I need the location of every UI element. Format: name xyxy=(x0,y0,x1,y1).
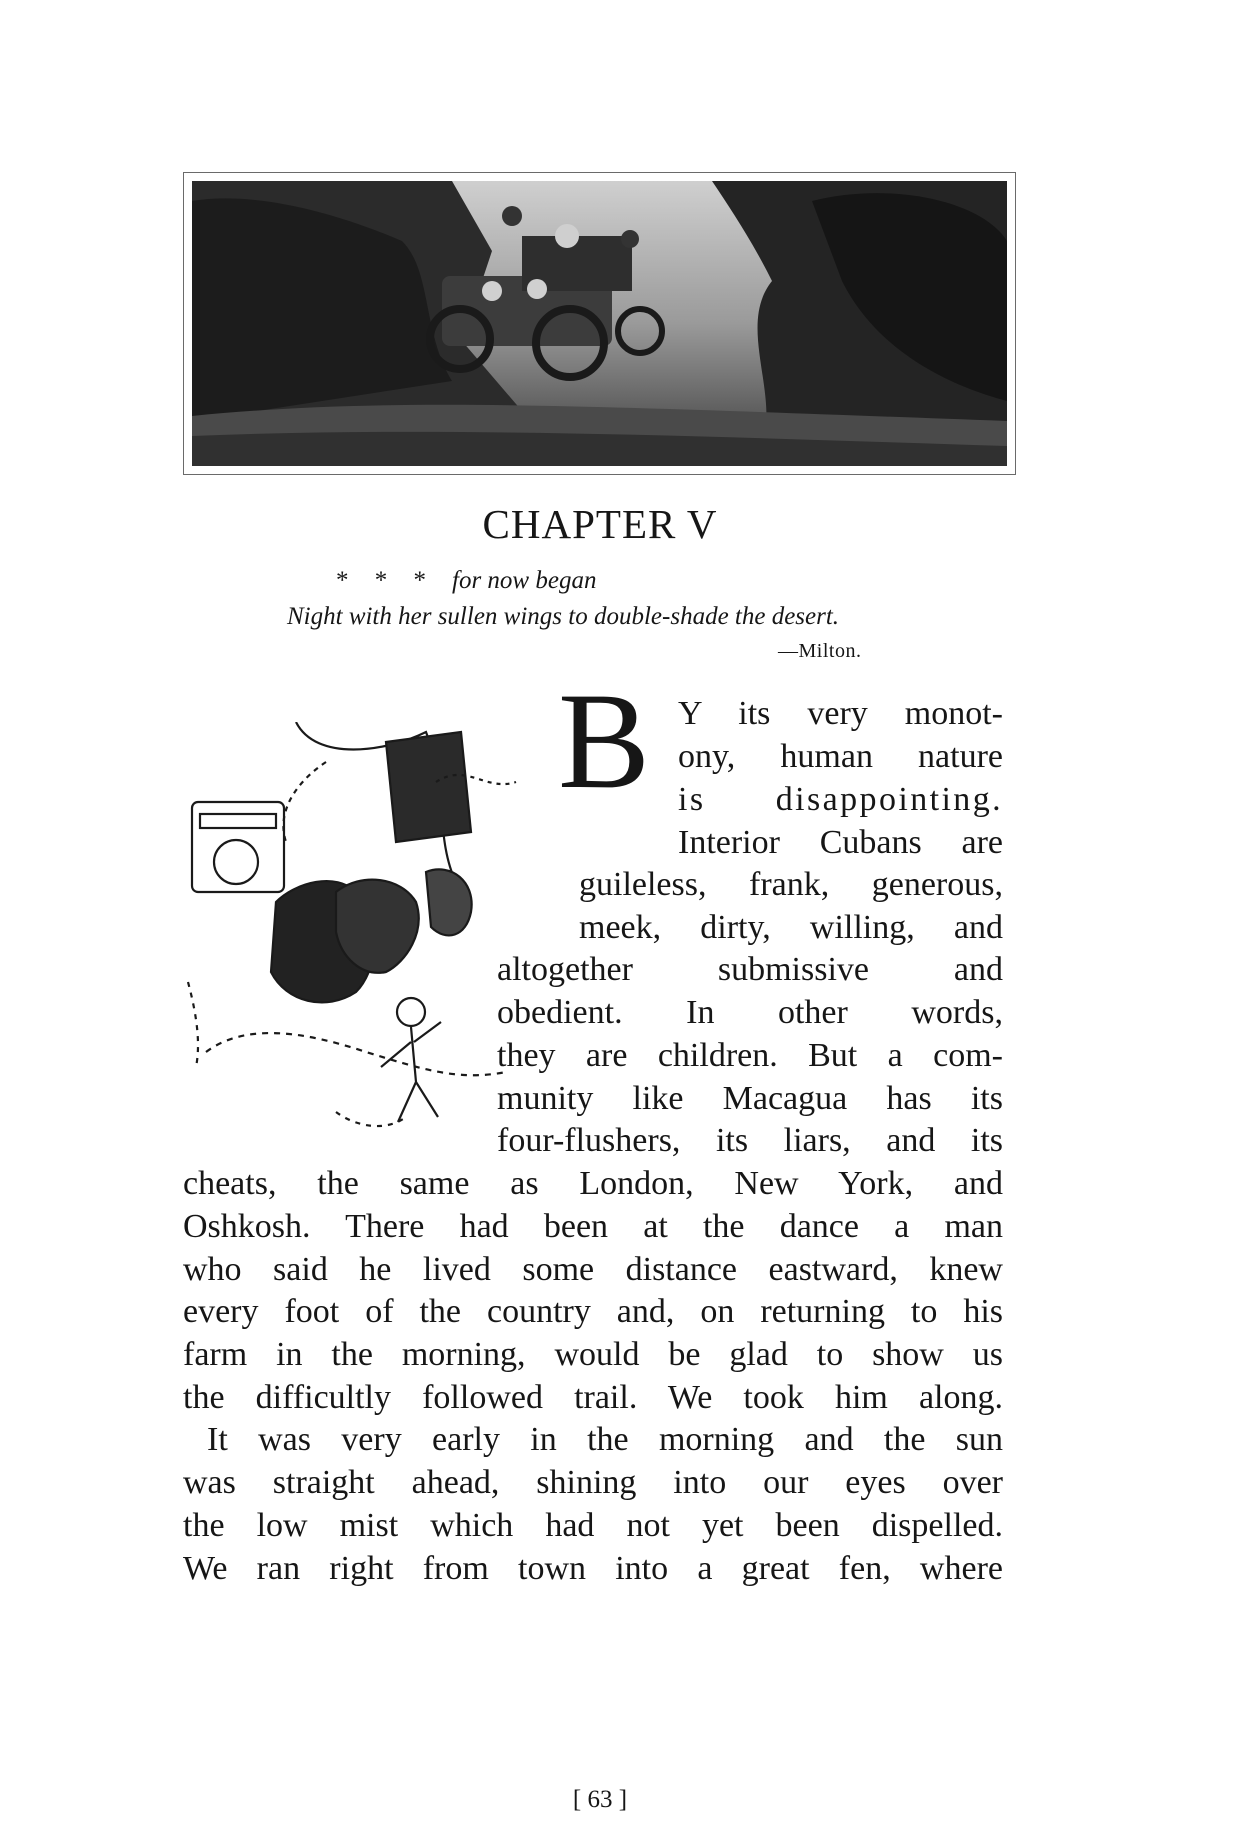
text-line: was straight ahead, shining into our eyes over xyxy=(183,1464,1003,1501)
text-line: Interior Cubans are xyxy=(678,824,1003,861)
text-line: cheats, the same as London, New York, and xyxy=(183,1165,1003,1202)
text-line: It was very early in the morning and the sun xyxy=(207,1421,1003,1458)
epigraph-line-1 xyxy=(336,567,596,595)
drop-cap-illustration-icon xyxy=(186,722,606,1142)
text-line: ony, human nature xyxy=(678,738,1003,775)
text-line: We ran right from town into a great fen, where xyxy=(183,1550,1003,1587)
text-line: the low mist which had not yet been dispelled. xyxy=(183,1507,1003,1544)
epigraph-stars: * * * xyxy=(336,567,436,594)
drop-cap-letter: B xyxy=(558,664,651,817)
text-line: four-flushers, its liars, and its xyxy=(497,1122,1003,1159)
epigraph-text-1: for now began xyxy=(452,567,597,594)
page-number: [ 63 ] xyxy=(572,1786,628,1813)
photo-car-in-bush-icon xyxy=(192,181,1007,466)
text-line: is disappointing. xyxy=(678,781,1003,818)
chapter-title: CHAPTER V xyxy=(482,501,718,547)
epigraph-attribution: —Milton. xyxy=(778,640,862,662)
text-line: guileless, frank, generous, xyxy=(579,866,1003,903)
text-line: meek, dirty, willing, and xyxy=(579,909,1003,946)
text-line: Y its very monot- xyxy=(678,695,1003,732)
text-line: the difficultly followed trail. We took him along. xyxy=(183,1379,1003,1416)
text-line: they are children. But a com- xyxy=(497,1037,1003,1074)
epigraph-line-2: Night with her sullen wings to double-shade the desert. xyxy=(287,603,840,630)
chapter-photo xyxy=(183,172,1016,475)
text-line: who said he lived some distance eastward, knew xyxy=(183,1251,1003,1288)
text-line: Oshkosh. There had been at the dance a man xyxy=(183,1208,1003,1245)
text-line: farm in the morning, would be glad to show us xyxy=(183,1336,1003,1373)
text-line: obedient. In other words, xyxy=(497,994,1003,1031)
text-line: altogether submissive and xyxy=(497,951,1003,988)
text-line: every foot of the country and, on returning to his xyxy=(183,1293,1003,1330)
text-line: munity like Macagua has its xyxy=(497,1080,1003,1117)
